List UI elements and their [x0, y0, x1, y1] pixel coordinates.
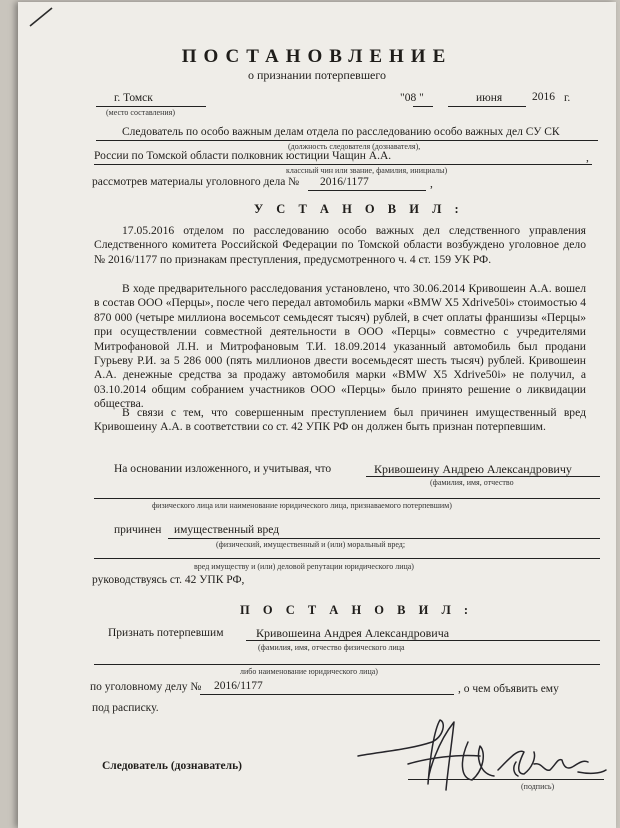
date-day: "08 "	[400, 92, 424, 104]
considering-blank-line	[94, 498, 600, 499]
established-heading: У С Т А Н О В И Л :	[254, 202, 464, 216]
recognize-label: Признать потерпевшим	[108, 627, 224, 639]
harm-line	[168, 538, 600, 539]
case-materials-label: рассмотрев материалы уголовного дела №	[92, 176, 300, 188]
place-caption: (место составления)	[106, 108, 175, 117]
document-page	[18, 2, 616, 828]
recognized-person: Кривошеина Андрея Александровича	[256, 626, 450, 640]
receipt-text: под расписку.	[92, 702, 159, 714]
month-line	[448, 106, 526, 107]
rank-caption: классный чин или звание, фамилия, инициалы)	[286, 166, 448, 175]
harm-value: имущественный вред	[174, 524, 280, 536]
investigator-position: Следователь по особо важным делам отдела по расследованию особо важных дел СУ СК	[122, 126, 560, 138]
place-value: г. Томск	[114, 92, 153, 104]
case-number-line	[308, 190, 426, 191]
place-line	[96, 106, 206, 107]
signature-caption: (подпись)	[521, 782, 555, 791]
recognized-person-line	[246, 640, 600, 641]
resolved-heading: П О С Т А Н О В И Л :	[240, 603, 474, 617]
considering-caption-3: вред имуществу и (или) деловой репутации юридического лица)	[194, 562, 414, 571]
position-caption: (должность следователя (дознавателя),	[288, 142, 421, 151]
established-paragraph-3: В связи с тем, что совершенным преступлением был причинен имущественный вред Кривошеину А.А. в соответствии со ст. 42 УПК РФ он должен быть признан потерпевшим.	[94, 406, 586, 434]
date-month: июня	[476, 92, 503, 104]
case-materials-number: 2016/1177	[320, 176, 369, 188]
harm-blank-line	[94, 558, 600, 559]
considering-caption-2: физического лица или наименование юридического лица, признаваемого потерпевшим)	[152, 501, 452, 510]
considering-label: На основании изложенного, и учитывая, что	[114, 463, 332, 475]
day-line	[413, 106, 433, 107]
rank-line	[94, 164, 592, 165]
recognized-blank-line	[94, 664, 600, 665]
handwritten-signature	[348, 712, 610, 800]
announce-text: , о чем объявить ему	[458, 683, 559, 695]
resolved-caption-2: либо наименование юридического лица)	[240, 667, 378, 676]
pen-mark-icon	[26, 4, 56, 30]
position-line	[96, 140, 598, 141]
caused-label: причинен	[114, 524, 162, 536]
considering-person: Кривошеину Андрею Александровичу	[374, 462, 572, 476]
recognized-person-caption: (фамилия, имя, отчество физического лица	[258, 643, 405, 652]
considering-person-line	[366, 476, 600, 477]
harm-caption: (физический, имущественный и (или) моральный вред;	[216, 540, 406, 549]
guided-by: руководствуясь ст. 42 УПК РФ,	[92, 574, 245, 586]
resolved-case-line	[200, 694, 454, 695]
rank-comma: ,	[586, 152, 589, 164]
date-year: 2016	[532, 91, 555, 103]
established-paragraph-2: В ходе предварительного расследования установлено, что 30.06.2014 Кривошеин А.А. вошел в состав ООО «Перцы», после чего передал автомобиль марки «BMW X5 Xdrive50i» стоимостью 4 870 000 (четыре миллиона восемьсот семьдесят тысяч) рублей, в счет оплаты франшизы «Перцы» при осуществлении совместной деятельности в ООО «Перцы» совместно с учредителями Митрофановой Л.Н. и Митрофановым Т.И. 18.09.2014 указанный автомобиль был продани Гурьеву Р.И. за 5 286 000 (пять миллионов двести восемьдесят шесть тысяч) рублей. Кривошеин А.А. денежные средства за продажу автомобиля марки «BMW X5 Xdrive50i» не получил, а 03.10.2014 общим собранием участников ООО «Перцы» было принято решение о ликвидации общества.	[94, 282, 586, 411]
case-comma: ,	[430, 178, 433, 190]
document-title: ПОСТАНОВЛЕНИЕ	[181, 46, 453, 67]
date-year-suffix: г.	[564, 92, 571, 104]
document-subtitle: о признании потерпевшего	[247, 68, 387, 82]
investigator-rank-name: России по Томской области полковник юстиции Чащин А.А.	[94, 150, 392, 162]
signature-label: Следователь (дознаватель)	[102, 760, 242, 772]
case-number-value: 2016/1177	[214, 680, 263, 692]
case-number-label: по уголовному делу №	[90, 681, 202, 693]
established-paragraph-1: 17.05.2016 отделом по расследованию особо важных дел следственного управления Следственного комитета Российской Федерации по Томской области возбуждено уголовное дело № 2016/1177 по признакам преступления, предусмотренного ч. 4 ст. 159 УК РФ.	[94, 224, 586, 266]
considering-person-caption: (фамилия, имя, отчество	[430, 478, 514, 487]
